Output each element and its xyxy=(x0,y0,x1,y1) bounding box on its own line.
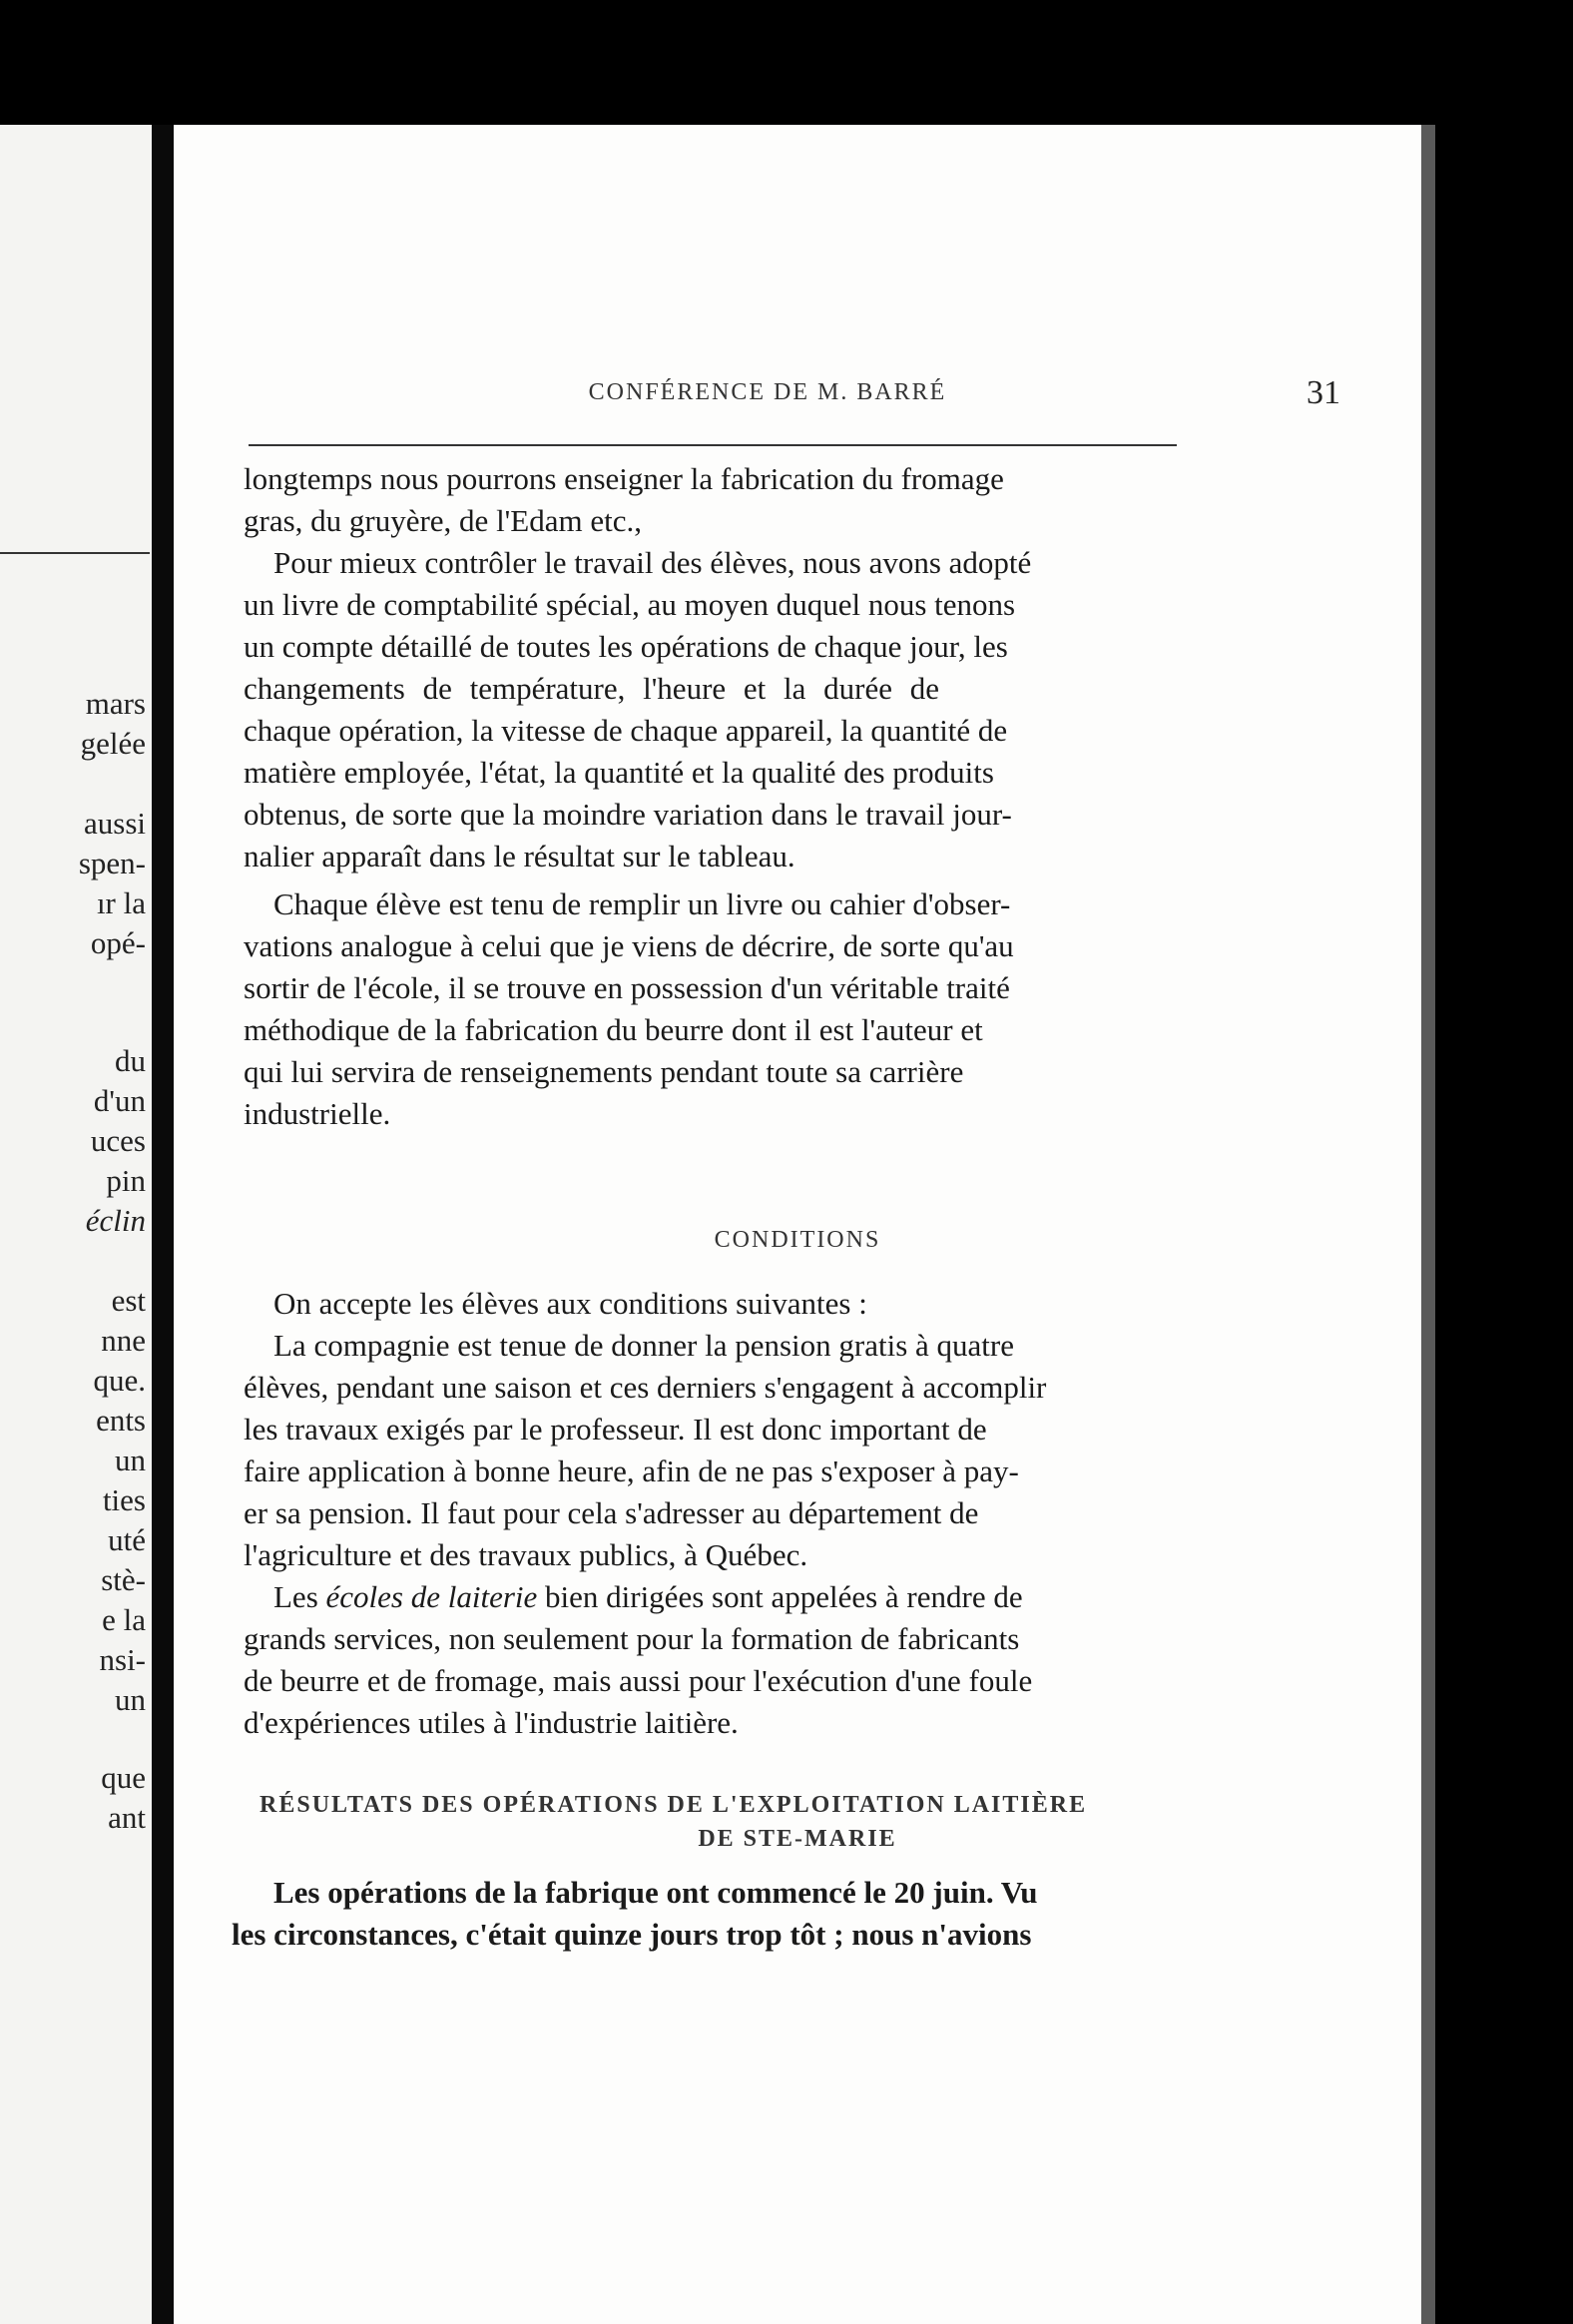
left-fragment: un xyxy=(115,1443,146,1477)
running-head: CONFÉRENCE DE M. BARRÉ xyxy=(588,379,947,405)
left-fragment: opé- xyxy=(90,925,146,960)
left-fragment: mars xyxy=(85,686,146,721)
left-fragment: spen- xyxy=(78,846,146,880)
left-fragment: éclin xyxy=(85,1203,146,1238)
header-rule xyxy=(249,444,1177,446)
text-line: chaque opération, la vitesse de chaque appareil, la quantité de xyxy=(244,713,1008,748)
text-line: Chaque élève est tenu de remplir un livre ou cahier d'obser- xyxy=(273,886,1011,921)
text-line: les travaux exigés par le professeur. Il est donc important de xyxy=(244,1412,987,1447)
text-line xyxy=(174,1578,1521,1616)
section-heading-results: RÉSULTATS DES OPÉRATIONS DE L'EXPLOITATION LAITIÈRE xyxy=(260,1792,1088,1818)
text-line: un livre de comptabilité spécial, au moyen duquel nous tenons xyxy=(244,587,1016,622)
text-line: er sa pension. Il faut pour cela s'adresser au département de xyxy=(244,1495,979,1530)
text-run: Les xyxy=(273,1579,326,1614)
text-line: matière employée, l'état, la quantité et la qualité des produits xyxy=(244,755,994,790)
left-fragment: nne xyxy=(101,1323,146,1358)
left-fragment: nsi- xyxy=(99,1642,146,1677)
text-line: nalier apparaît dans le résultat sur le tableau. xyxy=(244,839,795,873)
text-line: longtemps nous pourrons enseigner la fabrication du fromage xyxy=(244,461,1004,496)
page-number: 31 xyxy=(1307,374,1340,411)
left-page xyxy=(0,125,152,2324)
left-fragment: est xyxy=(111,1283,146,1318)
text-line: vations analogue à celui que je viens de décrire, de sorte qu'au xyxy=(244,928,1014,963)
left-fragment: aussi xyxy=(84,806,146,841)
text-line: industrielle. xyxy=(244,1096,391,1131)
text-line: les circonstances, c'était quinze jours trop tôt ; nous n'avions xyxy=(232,1917,1032,1952)
left-fragment: un xyxy=(115,1682,146,1717)
text-line: qui lui servira de renseignements pendant toute sa carrière xyxy=(244,1054,964,1089)
left-fragment: uces xyxy=(90,1123,146,1158)
section-heading-results-line2: DE STE-MARIE xyxy=(698,1826,897,1852)
text-line: obtenus, de sorte que la moindre variation dans le travail jour- xyxy=(244,797,1012,832)
right-page xyxy=(174,125,1421,2324)
book-gutter xyxy=(152,125,174,2324)
text-line: élèves, pendant une saison et ces derniers s'engagent à accomplir xyxy=(244,1370,1047,1405)
left-fragment: gelée xyxy=(80,726,146,761)
left-fragment: que. xyxy=(93,1363,146,1398)
left-fragment: ır la xyxy=(96,885,146,920)
text-line: de beurre et de fromage, mais aussi pour l'exécution d'une foule xyxy=(244,1663,1033,1698)
text-line: grands services, non seulement pour la formation de fabricants xyxy=(244,1621,1020,1656)
text-line: d'expériences utiles à l'industrie laitière. xyxy=(244,1705,739,1740)
left-fragment: que xyxy=(101,1760,146,1795)
italic-phrase: écoles de laiterie xyxy=(325,1579,538,1614)
left-fragment: ant xyxy=(108,1800,146,1835)
left-fragment: d'un xyxy=(93,1083,146,1118)
text-line: Les opérations de la fabrique ont commencé le 20 juin. Vu xyxy=(273,1875,1038,1910)
left-fragment: pin xyxy=(106,1163,146,1198)
section-heading-conditions: CONDITIONS xyxy=(714,1227,881,1253)
left-fragment: du xyxy=(115,1043,146,1078)
left-fragment: stè- xyxy=(101,1562,146,1597)
text-line: méthodique de la fabrication du beurre dont il est l'auteur et xyxy=(244,1012,983,1047)
text-line: faire application à bonne heure, afin de ne pas s'exposer à pay- xyxy=(244,1453,1019,1488)
left-fragment: e la xyxy=(102,1602,146,1637)
text-line: Pour mieux contrôler le travail des élèves, nous avons adopté xyxy=(273,545,1032,580)
left-fragment: ties xyxy=(102,1482,146,1517)
text-line: un compte détaillé de toutes les opérations de chaque jour, les xyxy=(244,629,1008,664)
text-line: l'agriculture et des travaux publics, à Québec. xyxy=(244,1537,808,1572)
left-page-rule xyxy=(0,552,150,554)
left-fragment: ents xyxy=(96,1403,146,1438)
left-fragment: uté xyxy=(108,1522,146,1557)
text-line: On accepte les élèves aux conditions suivantes : xyxy=(273,1286,867,1321)
text-line: changements de température, l'heure et la durée de xyxy=(244,671,939,706)
page-edge xyxy=(1421,125,1435,2324)
text-run: bien dirigées sont appelées à rendre de xyxy=(537,1579,1023,1614)
text-line: gras, du gruyère, de l'Edam etc., xyxy=(244,503,642,538)
text-line: La compagnie est tenue de donner la pension gratis à quatre xyxy=(273,1328,1015,1363)
text-line: sortir de l'école, il se trouve en possession d'un véritable traité xyxy=(244,970,1010,1005)
